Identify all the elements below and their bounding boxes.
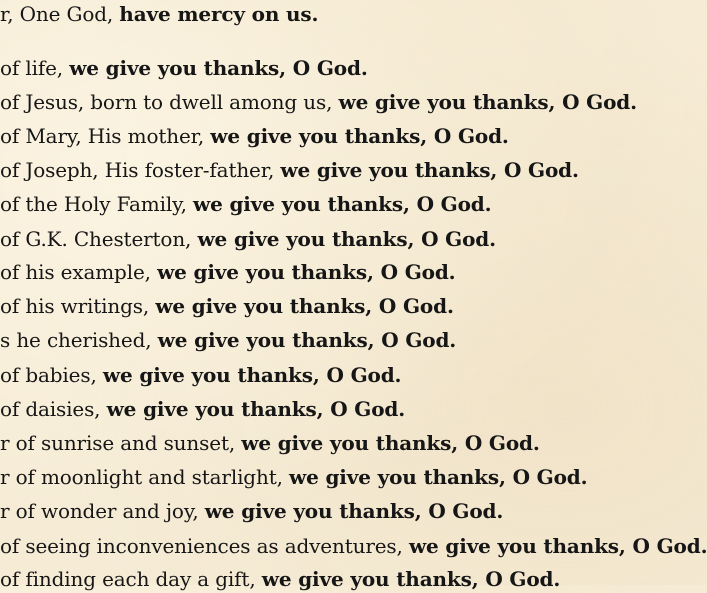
petition-text: of life, bbox=[0, 56, 70, 80]
petition-text: r of wonder and joy, bbox=[0, 499, 205, 523]
response-text: we give you thanks, O God. bbox=[280, 158, 579, 182]
litany-line bbox=[0, 54, 368, 82]
response-text: we give you thanks, O God. bbox=[241, 431, 540, 455]
petition-text: of Joseph, His foster-father, bbox=[0, 158, 281, 182]
petition-text: of Jesus, born to dwell among us, bbox=[0, 90, 339, 114]
response-text: we give you thanks, O God. bbox=[204, 499, 504, 523]
petition-text: of G.K. Chesterton, bbox=[0, 227, 198, 251]
response-text: we give you thanks, O God. bbox=[197, 227, 496, 251]
response-text: we give you thanks, O God. bbox=[69, 56, 368, 80]
litany-line bbox=[0, 258, 456, 286]
petition-text: of his writings, bbox=[0, 294, 156, 318]
response-text: we give you thanks, O God. bbox=[408, 534, 707, 558]
litany-line bbox=[0, 326, 456, 354]
petition-text: of finding each day a gift, bbox=[0, 567, 262, 591]
petition-text: r of sunrise and sunset, bbox=[0, 431, 242, 455]
litany-line bbox=[0, 0, 318, 28]
response-text: we give you thanks, O God. bbox=[157, 260, 456, 284]
litany-line bbox=[0, 361, 401, 389]
litany-line bbox=[0, 565, 560, 593]
petition-text: r, One God, bbox=[0, 2, 120, 26]
petition-text: of daisies, bbox=[0, 397, 107, 421]
response-text: we give you thanks, O God. bbox=[106, 397, 406, 421]
petition-text: of Mary, His mother, bbox=[0, 124, 211, 148]
petition-text: r of moonlight and starlight, bbox=[0, 465, 289, 489]
response-text: we give you thanks, O God. bbox=[155, 294, 454, 318]
litany-line bbox=[0, 395, 405, 423]
response-text: we give you thanks, O God. bbox=[102, 363, 402, 387]
response-text: we give you thanks, O God. bbox=[289, 465, 588, 489]
petition-text: s he cherished, bbox=[0, 328, 158, 352]
litany-line bbox=[0, 190, 491, 218]
petition-text: of seeing inconveniences as adventures, bbox=[0, 534, 409, 558]
litany-line bbox=[0, 463, 587, 491]
petition-text: of his example, bbox=[0, 260, 158, 284]
petition-text: of babies, bbox=[0, 363, 103, 387]
litany-line bbox=[0, 225, 496, 253]
response-text: we give you thanks, O God. bbox=[193, 192, 492, 216]
litany-line bbox=[0, 88, 637, 116]
response-text: we give you thanks, O God. bbox=[157, 328, 457, 352]
response-text: have mercy on us. bbox=[119, 2, 319, 26]
response-text: we give you thanks, O God. bbox=[338, 90, 637, 114]
litany-line bbox=[0, 122, 509, 150]
litany-line bbox=[0, 292, 454, 320]
petition-text: of the Holy Family, bbox=[0, 192, 194, 216]
litany-line bbox=[0, 497, 503, 525]
response-text: we give you thanks, O God. bbox=[261, 567, 561, 591]
litany-line bbox=[0, 532, 707, 560]
litany-line bbox=[0, 429, 540, 457]
response-text: we give you thanks, O God. bbox=[210, 124, 509, 148]
litany-line bbox=[0, 156, 579, 184]
